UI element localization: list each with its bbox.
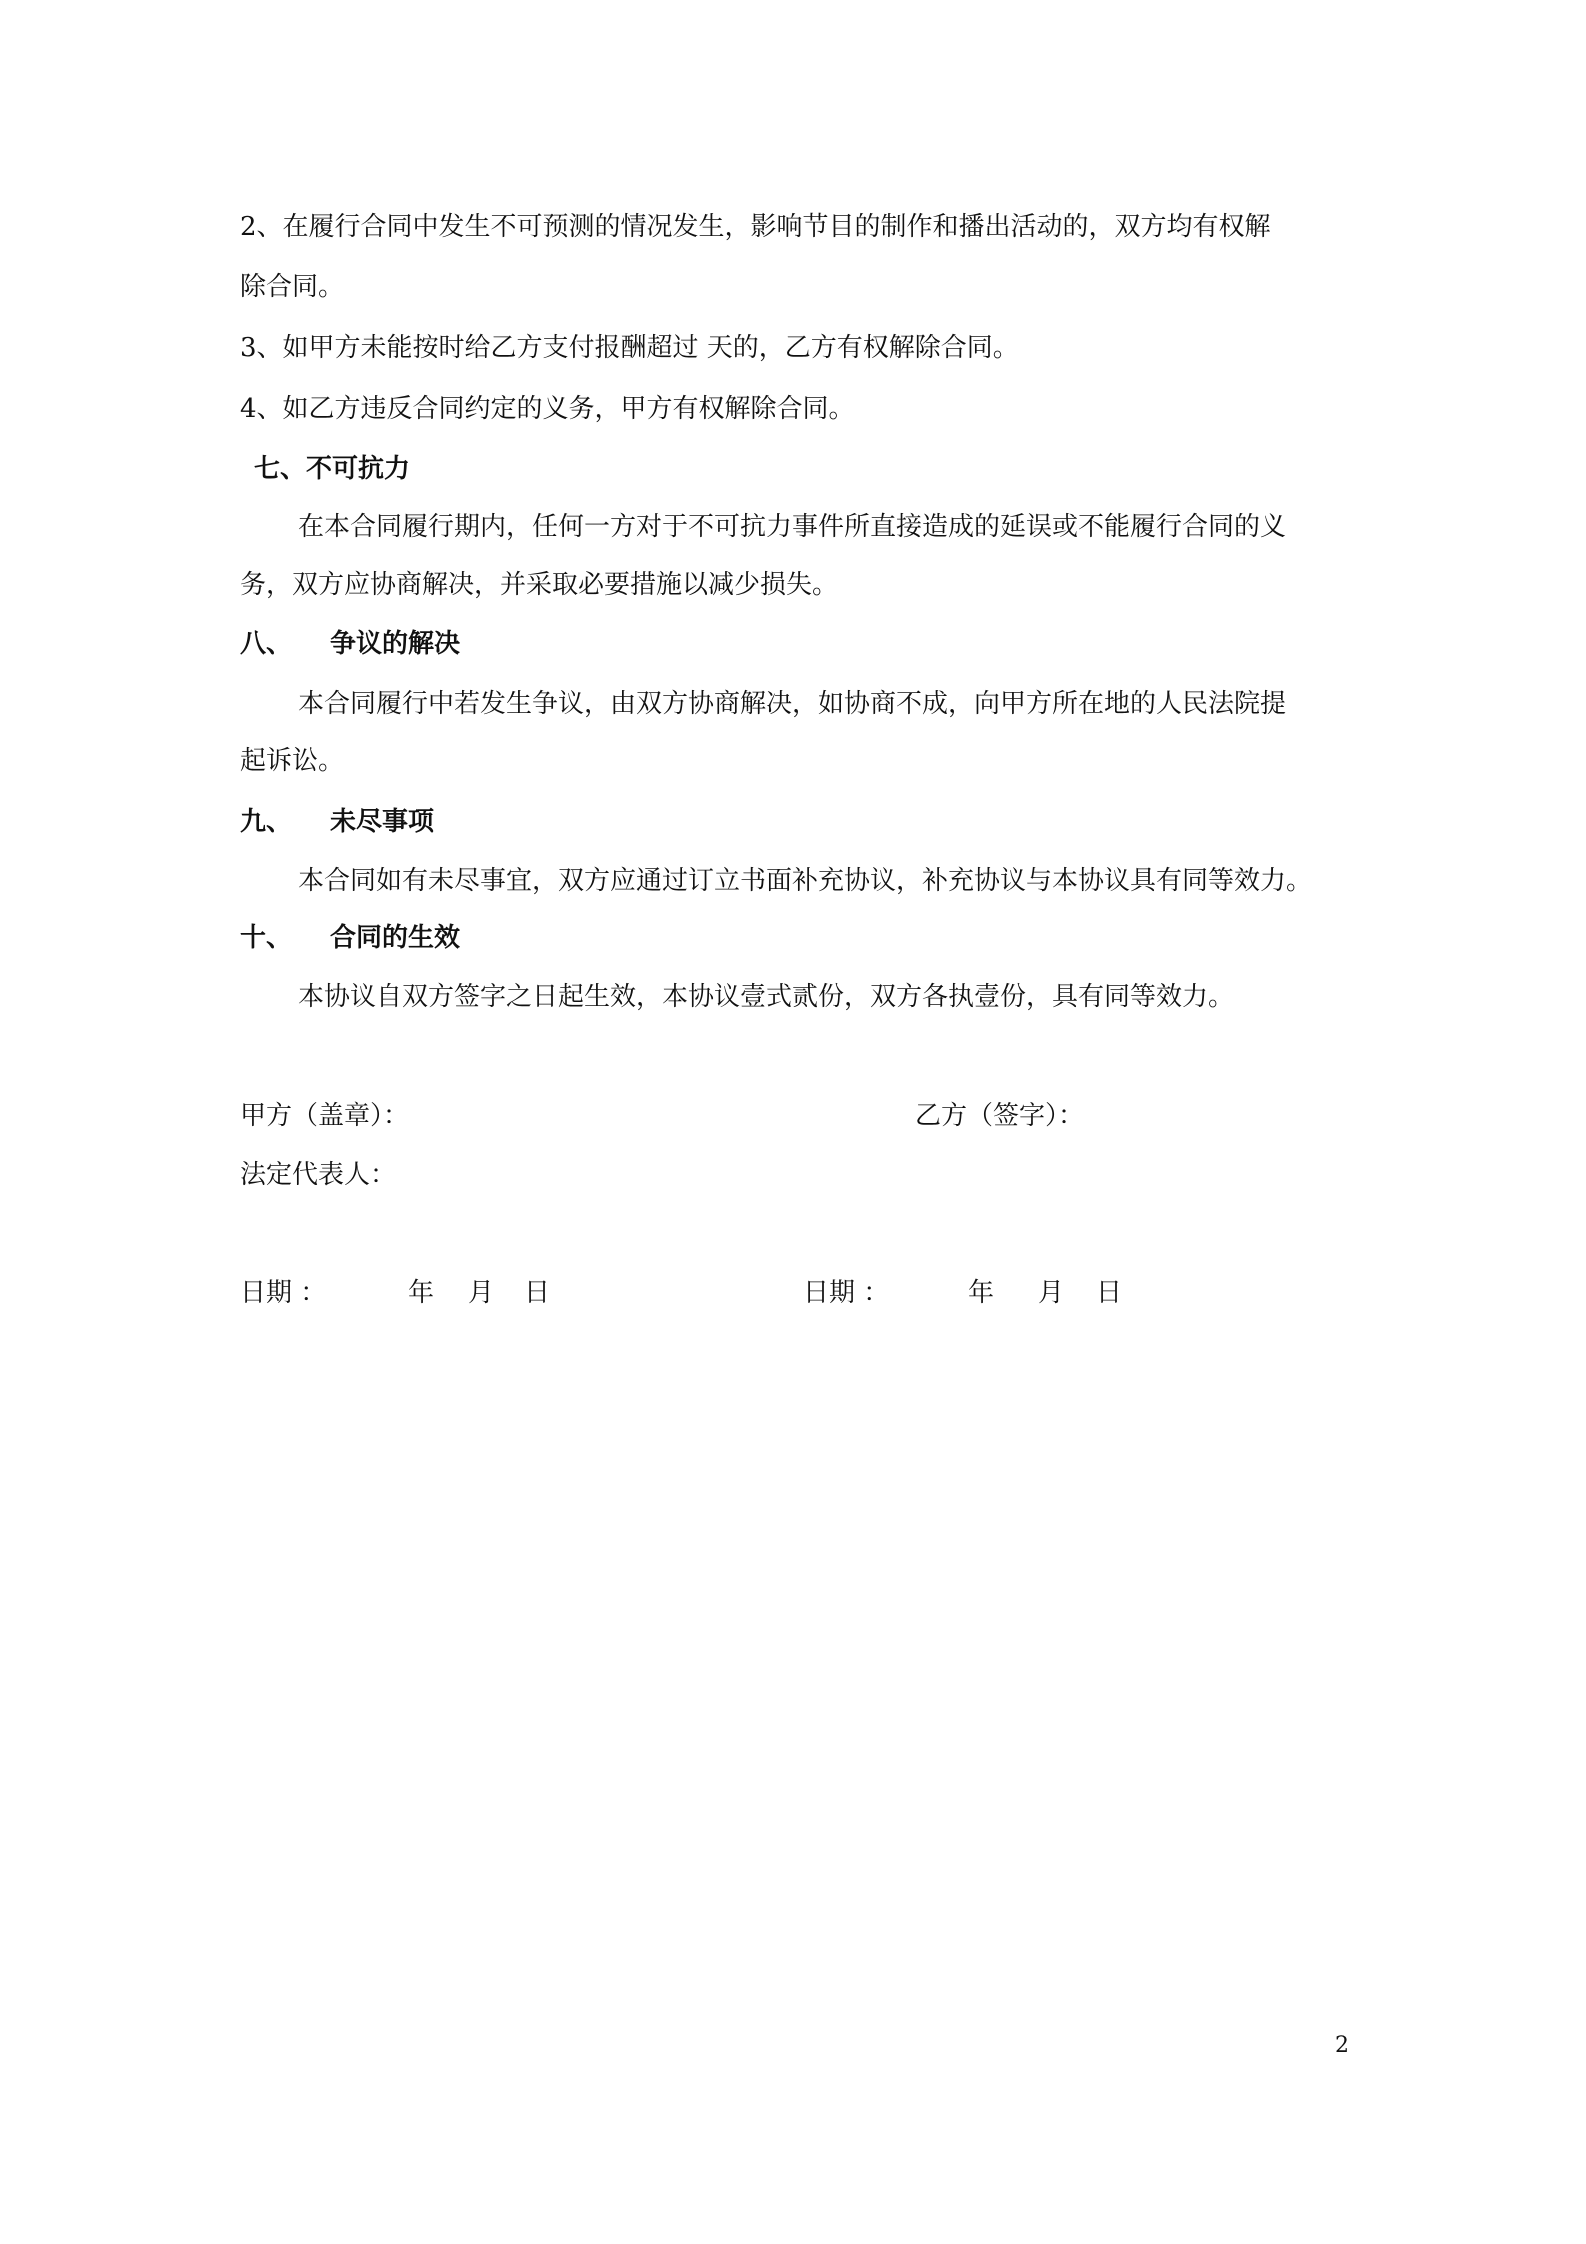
- page-number: 2: [1335, 2033, 1349, 2058]
- party-a-seal-label: 甲方（盖章）：: [240, 1101, 410, 1131]
- date-day-party-a: 日: [524, 1278, 551, 1308]
- clause-6-3: 3、如甲方未能按时给乙方支付报酬超过 天的，乙方有权解除合同。: [240, 333, 1019, 363]
- date-month-party-b: 月: [1038, 1278, 1065, 1308]
- section-9-para: 本合同如有未尽事宜，双方应通过订立书面补充协议，补充协议与本协议具有同等效力。: [298, 866, 1313, 896]
- party-b-signature-label: 乙方（签字）：: [915, 1101, 1085, 1131]
- section-8-number: 八、: [240, 629, 293, 659]
- clause-6-4: 4、如乙方违反合同约定的义务，甲方有权解除合同。: [240, 394, 855, 424]
- date-label-party-b: 日期 ：: [803, 1278, 890, 1308]
- section-9-number: 九、: [240, 807, 293, 837]
- section-8-para-line1: 本合同履行中若发生争议，由双方协商解决，如协商不成，向甲方所在地的人民法院提: [298, 689, 1287, 719]
- section-9-title: 未尽事项: [330, 807, 435, 837]
- section-10-para: 本协议自双方签字之日起生效，本协议壹式贰份，双方各执壹份，具有同等效力。: [298, 982, 1235, 1012]
- date-month-party-a: 月: [468, 1278, 495, 1308]
- date-year-party-a: 年: [408, 1278, 435, 1308]
- section-10-number: 十、: [240, 923, 293, 953]
- clause-6-2-line1: 2、在履行合同中发生不可预测的情况发生，影响节目的制作和播出活动的，双方均有权解: [240, 212, 1271, 242]
- section-7-para-line1: 在本合同履行期内，任何一方对于不可抗力事件所直接造成的延误或不能履行合同的义: [298, 512, 1287, 542]
- date-day-party-b: 日: [1096, 1278, 1123, 1308]
- section-8-para-line2: 起诉讼。: [240, 746, 345, 776]
- section-8-title: 争议的解决: [330, 629, 461, 659]
- section-7-para-line2: 务，双方应协商解决，并采取必要措施以减少损失。: [240, 570, 839, 600]
- legal-representative-label: 法定代表人：: [240, 1160, 397, 1190]
- section-7-title: 七、不可抗力: [254, 454, 411, 484]
- date-label-party-a: 日期 ：: [240, 1278, 327, 1308]
- section-10-title: 合同的生效: [330, 923, 461, 953]
- clause-6-2-line2: 除合同。: [240, 272, 345, 302]
- date-year-party-b: 年: [968, 1278, 995, 1308]
